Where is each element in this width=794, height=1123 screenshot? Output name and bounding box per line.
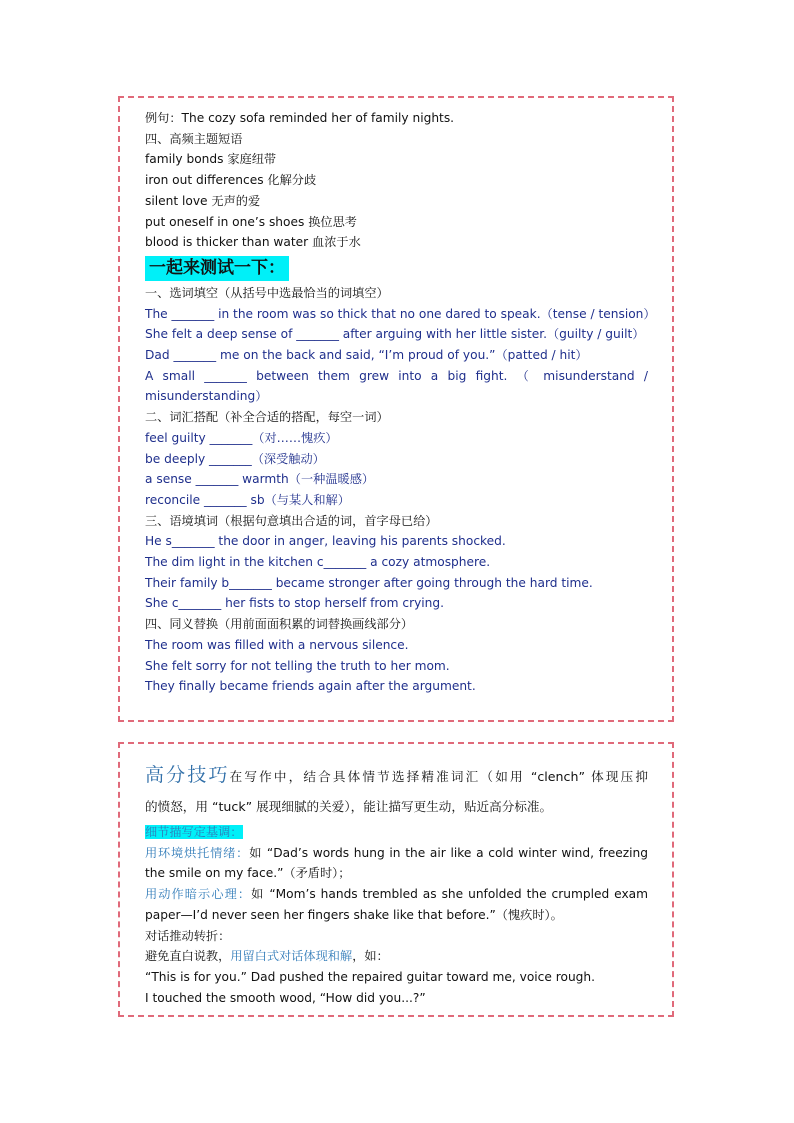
exercise-question: The _______ in the room was so thick that no one dared to speak.（tense / tension） — [145, 306, 656, 321]
dialogue-intro-highlight: 用留白式对话体现和解 — [230, 949, 353, 964]
exercise-question: She c_______ her fists to stop herself from crying. — [145, 596, 445, 611]
section-title-phrases: 四、高频主题短语 — [145, 131, 243, 146]
phrase-item: blood is thicker than water 血浓于水 — [145, 235, 361, 250]
dialogue-intro — [145, 946, 648, 967]
action-label: 用动作暗示心理： — [145, 887, 252, 902]
section-title-context-fill: 三、语境填词（根据句意填出合适的词，首字母已给） — [145, 513, 438, 528]
phrase-item: family bonds 家庭纽带 — [145, 152, 277, 167]
detail-subtitle — [145, 822, 648, 843]
action-text: 如 “Mom’s hands trembled as she unfolded the crumpled exam — [251, 887, 648, 902]
action-example — [145, 884, 648, 905]
exercise-question-continued: misunderstanding） — [145, 389, 268, 404]
exercise-question: a sense _______ warmth（一种温暖感） — [145, 472, 375, 487]
exercise-question: She felt sorry for not telling the truth to her mom. — [145, 658, 450, 673]
writing-tips-box — [118, 742, 674, 1017]
dialogue-intro-text: 避免直白说教， — [145, 949, 231, 964]
dialogue-line: “This is for you.” Dad pushed the repaired guitar toward me, voice rough. — [145, 969, 596, 984]
environment-example-continued: the smile on my face.”（矛盾时）； — [145, 866, 351, 881]
exercise-question: She felt a deep sense of _______ after arguing with her little sister.（guilty / guilt） — [145, 327, 645, 342]
phrase-item: put oneself in one’s shoes 换位思考 — [145, 214, 357, 229]
tip-text: 在写作中，结合具体情节选择精准词汇（如用 “clench” 体现压抑 — [229, 769, 648, 784]
exercise-question: Their family b_______ became stronger after going through the hard time. — [145, 575, 593, 590]
exercise-question: They finally became friends again after the argument. — [145, 679, 476, 694]
vocabulary-exercise-box — [118, 96, 674, 722]
section-title-synonym: 四、同义替换（用前面面积累的词替换画线部分） — [145, 617, 414, 632]
tip-intro — [145, 760, 648, 792]
environment-example — [145, 843, 648, 864]
example-sentence: 例句：The cozy sofa reminded her of family nights. — [145, 111, 455, 125]
test-heading: 一起来测试一下： — [145, 256, 289, 281]
environment-text: 如 “Dad’s words hung in the air like a cold winter wind, freezing — [249, 845, 649, 860]
action-example-continued: paper—I’d never seen her fingers shake like that before.”（愧疚时）。 — [145, 907, 563, 922]
exercise-question: The room was filled with a nervous silence. — [145, 637, 409, 652]
exercise-question: A small _______ between them grew into a big fight. （ misunderstand / — [145, 368, 648, 383]
exercise-question: Dad _______ me on the back and said, “I’m proud of you.”（patted / hit） — [145, 348, 588, 363]
detail-subtitle-label: 细节描写定基调： — [145, 825, 243, 839]
tip-title: 高分技巧 — [145, 764, 230, 786]
exercise-question: He s_______ the door in anger, leaving his parents shocked. — [145, 534, 506, 549]
phrase-item: silent love 无声的爱 — [145, 193, 261, 208]
exercise-question: The dim light in the kitchen c_______ a cozy atmosphere. — [145, 555, 491, 570]
exercise-question: be deeply _______（深受触动） — [145, 451, 325, 466]
tip-text-continued: 的愤怒，用 “tuck” 展现细腻的关爱），能让描写更生动，贴近高分标准。 — [145, 799, 553, 814]
exercise-question: reconcile _______ sb（与某人和解） — [145, 492, 350, 507]
phrase-item: iron out differences 化解分歧 — [145, 173, 317, 188]
section-title-collocation: 二、词汇搭配（补全合适的搭配，每空一词） — [145, 410, 389, 425]
dialogue-subtitle: 对话推动转折： — [145, 928, 231, 943]
environment-label: 用环境烘托情绪： — [145, 845, 250, 860]
exercise-question: feel guilty _______（对……愧疚） — [145, 430, 338, 445]
section-title-word-choice: 一、选词填空（从括号中选最恰当的词填空） — [145, 285, 389, 300]
dialogue-intro-suffix: ，如： — [352, 949, 389, 964]
dialogue-line: I touched the smooth wood, “How did you...?” — [145, 990, 426, 1005]
